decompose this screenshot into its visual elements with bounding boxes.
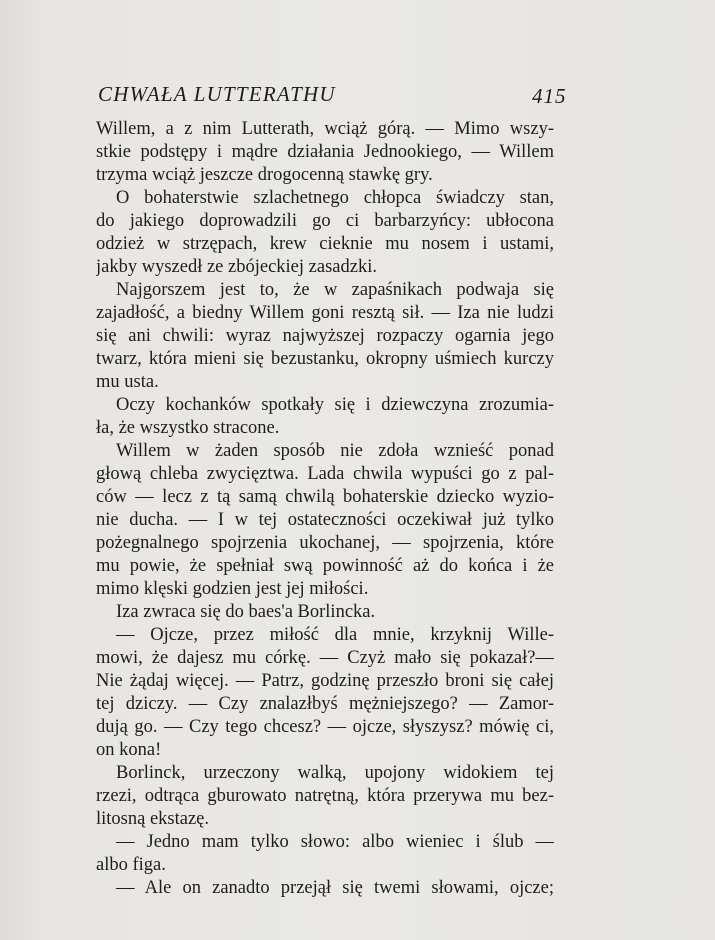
text-line: nie ducha. — I w tej ostateczności oczekiwał już tylko <box>96 510 554 530</box>
body-text <box>96 118 554 900</box>
text-line: albo figa. <box>96 855 166 875</box>
text-line: dują go. — Czy tego chcesz? — ojcze, słyszysz? mówię ci, <box>96 717 554 737</box>
text-line: mu powie, że spełniał swą powinność aż do końca i że <box>96 556 554 576</box>
text-line: — Ale on zanadto przejął się twemi słowami, ojcze; <box>116 878 554 898</box>
running-title: CHWAŁA LUTTERATHU <box>98 82 336 106</box>
text-line: O bohaterstwie szlachetnego chłopca świadczy stan, <box>116 188 554 208</box>
page-number: 415 <box>532 84 567 108</box>
text-line: Willem, a z nim Lutterath, wciąż górą. — Mimo wszy- <box>96 119 554 139</box>
text-line: — Jedno mam tylko słowo: albo wieniec i ślub — <box>116 832 554 852</box>
text-line: Iza zwraca się do baes'a Borlincka. <box>116 602 376 622</box>
text-line: głową chleba zwycięztwa. Lada chwila wypuści go z pal- <box>96 464 554 484</box>
text-line: jakby wyszedł ze zbójeckiej zasadzki. <box>96 257 377 277</box>
text-line: twarz, która mieni się bezustanku, okropny uśmiech kurczy <box>96 349 554 369</box>
text-line: Borlinck, urzeczony walką, upojony widokiem tej <box>116 763 554 783</box>
text-line: odzież w strzępach, krew cieknie mu nosem i ustami, <box>96 234 554 254</box>
text-line: Najgorszem jest to, że w zapaśnikach podwaja się <box>116 280 554 300</box>
text-line: mu usta. <box>96 372 159 392</box>
text-line: Oczy kochanków spotkały się i dziewczyna zrozumia- <box>116 395 554 415</box>
text-line: tej dziczy. — Czy znalazłbyś mężniejszego? — Zamor- <box>96 694 554 714</box>
text-line: Willem w żaden sposób nie zdoła wznieść ponad <box>116 441 554 461</box>
text-line: ła, że wszystko stracone. <box>96 418 280 438</box>
text-line: ców — lecz z tą samą chwilą bohaterskie dziecko wyzio- <box>96 487 554 507</box>
text-line: Nie żądaj więcej. — Patrz, godzinę przeszło broni się całej <box>96 671 554 691</box>
text-line: trzyma wciąż jeszcze drogocenną stawkę gry. <box>96 165 433 185</box>
text-line: zajadłość, a biedny Willem goni resztą sił. — Iza nie ludzi <box>96 303 554 323</box>
text-line: rzezi, odtrąca gburowato natrętną, która przerywa mu bez- <box>96 786 554 806</box>
text-line: litosną ekstazę. <box>96 809 210 829</box>
text-line: on kona! <box>96 740 162 760</box>
text-line: — Ojcze, przez miłość dla mnie, krzyknij Wille- <box>116 625 554 645</box>
text-line: pożegnalnego spojrzenia ukochanej, — spojrzenia, które <box>96 533 554 553</box>
text-line: mowi, że dajesz mu córkę. — Czyż mało się pokazał?— <box>96 648 554 668</box>
text-line: stkie podstępy i mądre działania Jednookiego, — Willem <box>96 142 554 162</box>
text-line: się ani chwili: wyraz najwyższej rozpaczy ogarnia jego <box>96 326 554 346</box>
text-line: do jakiego doprowadzili go ci barbarzyńcy: ubłocona <box>96 211 554 231</box>
text-line: mimo klęski godzien jest jej miłości. <box>96 579 369 599</box>
